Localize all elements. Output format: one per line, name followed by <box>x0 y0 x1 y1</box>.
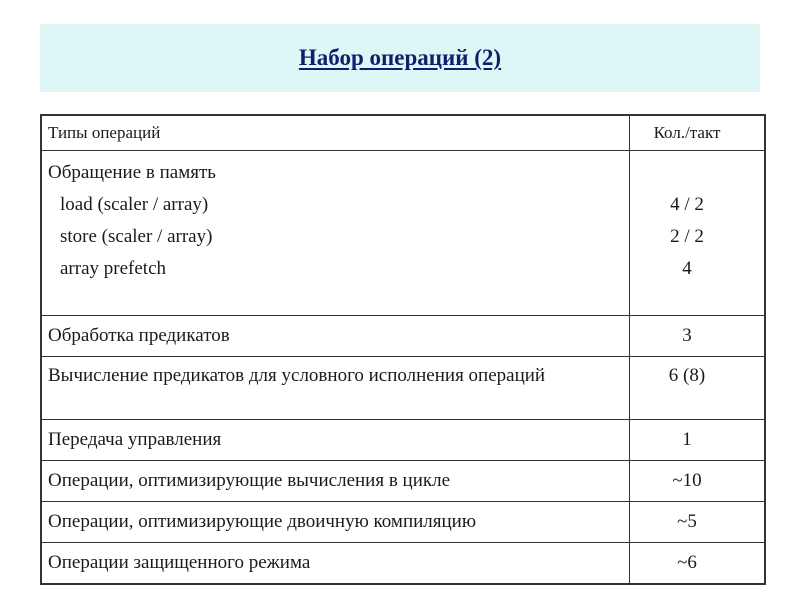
row-value: 3 <box>630 316 766 357</box>
row-label: Передача управления <box>41 420 630 461</box>
row-label: Операции, оптимизирующие двоичную компиляцию <box>41 502 630 543</box>
row-value: 1 <box>630 420 766 461</box>
table-row <box>41 357 765 420</box>
memory-cell <box>41 151 630 316</box>
memory-title: Обращение в память <box>48 162 216 183</box>
table-header-row <box>41 115 765 151</box>
slide-title: Набор операций (2) <box>298 45 502 70</box>
table-row <box>41 420 765 461</box>
memory-value-load: 4 / 2 <box>670 194 704 215</box>
row-value: ~6 <box>630 543 766 585</box>
row-value: ~5 <box>630 502 766 543</box>
row-value: ~10 <box>630 461 766 502</box>
memory-value-store: 2 / 2 <box>670 226 704 247</box>
row-value: 6 (8) <box>630 357 766 420</box>
row-label: Операции защищенного режима <box>41 543 630 585</box>
memory-item-prefetch: array prefetch <box>60 258 167 279</box>
table-row <box>41 316 765 357</box>
row-label: Операции, оптимизирующие вычисления в цикле <box>41 461 630 502</box>
memory-item-load: load (scaler / array) <box>60 194 209 215</box>
table-row-memory <box>41 151 765 316</box>
row-label: Вычисление предикатов для условного исполнения операций <box>41 357 630 420</box>
table-row <box>41 461 765 502</box>
row-label: Обработка предикатов <box>41 316 630 357</box>
title-bar <box>40 24 760 92</box>
operations-table <box>40 114 766 585</box>
header-count: Кол./такт <box>630 115 766 151</box>
header-type: Типы операций <box>41 115 630 151</box>
memory-item-store: store (scaler / array) <box>60 226 213 247</box>
table-row <box>41 543 765 585</box>
memory-value-prefetch: 4 <box>682 258 692 279</box>
memory-values-cell <box>630 151 766 316</box>
table-row <box>41 502 765 543</box>
